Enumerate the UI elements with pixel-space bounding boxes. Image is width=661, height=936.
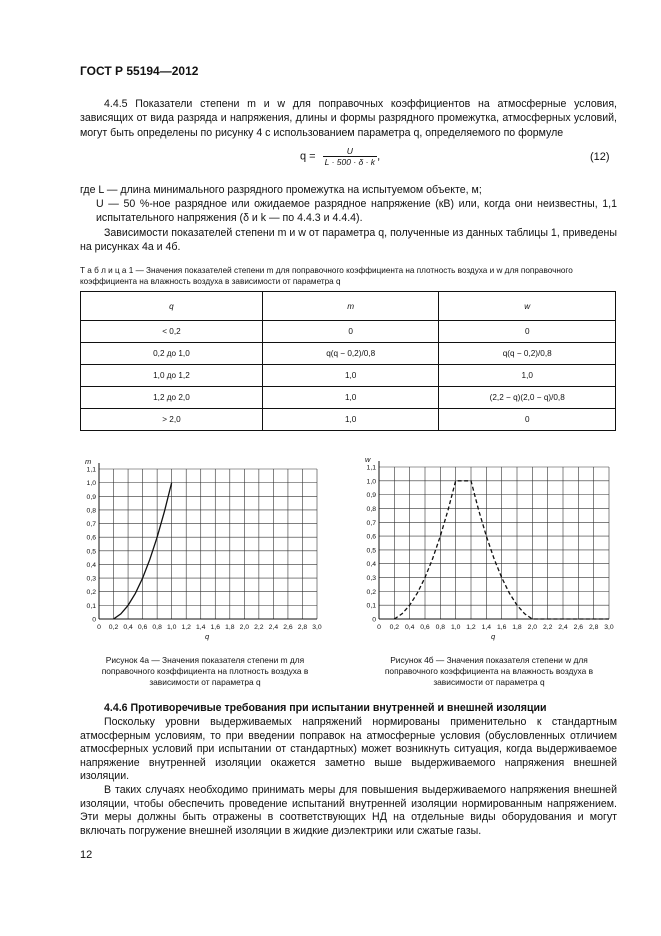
table-header-w: w — [439, 292, 616, 321]
table-cell: 0 — [262, 321, 439, 343]
x-tick-label: 0 — [377, 624, 381, 631]
y-tick-label: 0,8 — [86, 507, 96, 515]
where-U: U — 50 %-ное разрядное или ожидаемое разрядное напряжение (кВ) или, когда они неизвестны, 1,1 испытательного напряжения (δ и k — по 4.4.3 и 4.4.4). — [96, 198, 617, 225]
x-tick-label: 0,6 — [137, 624, 148, 631]
figure-4b-chart — [360, 452, 620, 652]
y-tick-label: 1,1 — [86, 466, 96, 474]
y-tick-label: 0,6 — [86, 534, 96, 542]
table-cell: > 2,0 — [81, 409, 263, 431]
x-tick-label: 2,6 — [573, 624, 584, 631]
table-cell: < 0,2 — [81, 321, 263, 343]
paragraph-4-4-5: 4.4.5 Показатели степени m и w для поправочных коэффициентов на атмосферные условия, зависящих от вида разряда и напряжения, длины и формы разрядного промежутка, атмосферных условий, могут быть определены по рисунку 4 с использованием параметра q, определяемого по формуле — [80, 98, 617, 139]
y-tick-label: 0,7 — [366, 519, 376, 527]
table-row — [81, 321, 616, 343]
x-tick-label: 1,0 — [450, 624, 461, 631]
table-cell: 1,2 до 2,0 — [81, 387, 263, 409]
table-row — [81, 409, 616, 431]
figure-4a-caption: Рисунок 4а — Значения показателя степени m для поправочного коэффициента на плотность воздуха в зависимости от параметра q — [101, 655, 309, 687]
y-tick-label: 0,9 — [366, 492, 376, 500]
paragraph-4-4-6-first: Поскольку уровни выдерживаемых напряжений нормированы применительно к стандартным атмосферным условиям, то при введении поправок на атмосферные условия (обусловленных отличием атмосферных условий при испытании от стандартных) может возникнуть ситуация, когда выдерживаемое напряжение внутренней изоляции окажется заметно выше выдерживаемого напряжения внешней изоляции. — [80, 716, 617, 782]
x-tick-label: 1,6 — [210, 624, 220, 631]
y-tick-label: 0,5 — [86, 548, 96, 556]
table-row — [81, 365, 616, 387]
x-tick-label: 3,0 — [312, 624, 322, 631]
formula-denominator: L · 500 · δ · k — [324, 157, 376, 167]
y-tick-label: 0 — [372, 616, 376, 624]
formula-fraction — [323, 146, 377, 167]
table-header-m: m — [262, 292, 439, 321]
page-number: 12 — [80, 849, 93, 861]
y-tick-label: 0,1 — [86, 602, 96, 610]
x-tick-label: 0,4 — [123, 624, 133, 631]
table-cell: 0 — [439, 321, 616, 343]
x-tick-label: 0,2 — [389, 624, 400, 631]
figure-4a-chart — [80, 452, 330, 652]
x-tick-label: 1,0 — [166, 624, 177, 631]
table-1 — [80, 291, 616, 431]
y-axis-label: m — [85, 457, 92, 466]
x-tick-label: 1,8 — [512, 624, 522, 631]
x-tick-label: 0,8 — [152, 624, 162, 631]
x-tick-label: 2,4 — [558, 624, 568, 631]
y-tick-label: 0,1 — [366, 602, 376, 610]
x-tick-label: 2,0 — [527, 624, 538, 631]
table-cell: 1,0 — [262, 409, 439, 431]
figure-4b-caption: Рисунок 4б — Значения показателя степени w для поправочного коэффициента на влажность воздуха в зависимости от параметра q — [384, 655, 594, 687]
x-tick-label: 0,2 — [108, 624, 119, 631]
table-row — [81, 343, 616, 365]
x-tick-label: 0,6 — [420, 624, 430, 631]
y-tick-label: 0,5 — [366, 547, 376, 555]
y-tick-label: 1,0 — [86, 480, 96, 488]
y-tick-label: 0,6 — [366, 533, 376, 541]
x-tick-label: 2,6 — [283, 624, 293, 631]
y-tick-label: 0,9 — [86, 493, 96, 501]
y-tick-label: 0,8 — [366, 505, 376, 513]
section-4-4-6-heading: 4.4.6 Противоречивые требования при испытании внутренней и внешней изоляции — [104, 702, 547, 714]
formula-numerator: U — [323, 146, 377, 157]
where-L: где L — длина минимального разрядного промежутка на испытуемом объекте, м; — [80, 184, 482, 196]
table-cell: 0,2 до 1,0 — [81, 343, 263, 365]
table-cell: q(q − 0,2)/0,8 — [262, 343, 439, 365]
formula-12 — [300, 146, 380, 167]
x-tick-label: 2,8 — [297, 624, 308, 631]
table-cell: 1,0 — [262, 365, 439, 387]
y-tick-label: 1,1 — [366, 464, 376, 472]
formula-tail: , — [377, 150, 381, 163]
y-tick-label: 0,7 — [86, 521, 96, 529]
table-cell: q(q − 0,2)/0,8 — [439, 343, 616, 365]
paragraph-dependencies: Зависимости показателей степени m и w от параметра q, полученные из данных таблицы 1, приведены на рисунках 4а и 4б. — [80, 227, 617, 254]
x-tick-label: 2,2 — [542, 624, 553, 631]
y-tick-label: 0,3 — [86, 575, 96, 583]
formula-lhs: q = — [300, 150, 316, 163]
x-tick-label: 1,8 — [225, 624, 235, 631]
x-tick-label: 0,4 — [404, 624, 415, 631]
y-tick-label: 0,4 — [86, 561, 96, 569]
x-axis-label: q — [205, 632, 210, 641]
table-cell: 0 — [439, 409, 616, 431]
x-axis-label: q — [491, 632, 496, 641]
x-tick-label: 0 — [97, 624, 101, 631]
x-tick-label: 1,6 — [496, 624, 507, 631]
table-1-caption: Т а б л и ц а 1 — Значения показателей степени m для поправочного коэффициента на плотность воздуха и w для поправочного коэффициента на влажность воздуха в зависимости от параметра q — [80, 266, 573, 286]
x-tick-label: 2,4 — [268, 624, 279, 631]
x-tick-label: 1,2 — [466, 624, 476, 631]
x-tick-label: 2,8 — [588, 624, 599, 631]
document-header: ГОСТ Р 55194—2012 — [80, 64, 199, 78]
x-tick-label: 2,0 — [239, 624, 250, 631]
y-axis-label: w — [365, 455, 371, 464]
x-tick-label: 1,4 — [481, 624, 492, 631]
y-tick-label: 0,2 — [366, 588, 376, 596]
table-cell: (2,2 − q)(2,0 − q)/0,8 — [439, 387, 616, 409]
table-header-row — [81, 292, 616, 321]
table-row — [81, 387, 616, 409]
x-tick-label: 1,2 — [181, 624, 191, 631]
x-tick-label: 1,4 — [196, 624, 206, 631]
x-tick-label: 3,0 — [604, 624, 614, 631]
y-tick-label: 1,0 — [366, 478, 376, 486]
formula-number: (12) — [590, 151, 610, 163]
y-tick-label: 0 — [92, 616, 96, 624]
table-cell: 1,0 до 1,2 — [81, 365, 263, 387]
y-tick-label: 0,3 — [366, 575, 376, 583]
table-header-q: q — [81, 292, 263, 321]
y-tick-label: 0,2 — [86, 589, 96, 597]
table-cell: 1,0 — [439, 365, 616, 387]
y-tick-label: 0,4 — [366, 561, 376, 569]
x-tick-label: 2,2 — [254, 624, 264, 631]
x-tick-label: 0,8 — [435, 624, 446, 631]
paragraph-4-4-6-second: В таких случаях необходимо принимать меры для повышения выдерживаемого напряжения внешней изоляции, чтобы обеспечить проведение испытаний внутренней изоляции нормированным напряжением. Эти меры должны быть отражены в соответствующих НД на отдельные виды оборудования и могут включать погружение внешней изоляции в жидкие диэлектрики или сжатые газы. — [80, 784, 617, 837]
table-cell: 1,0 — [262, 387, 439, 409]
